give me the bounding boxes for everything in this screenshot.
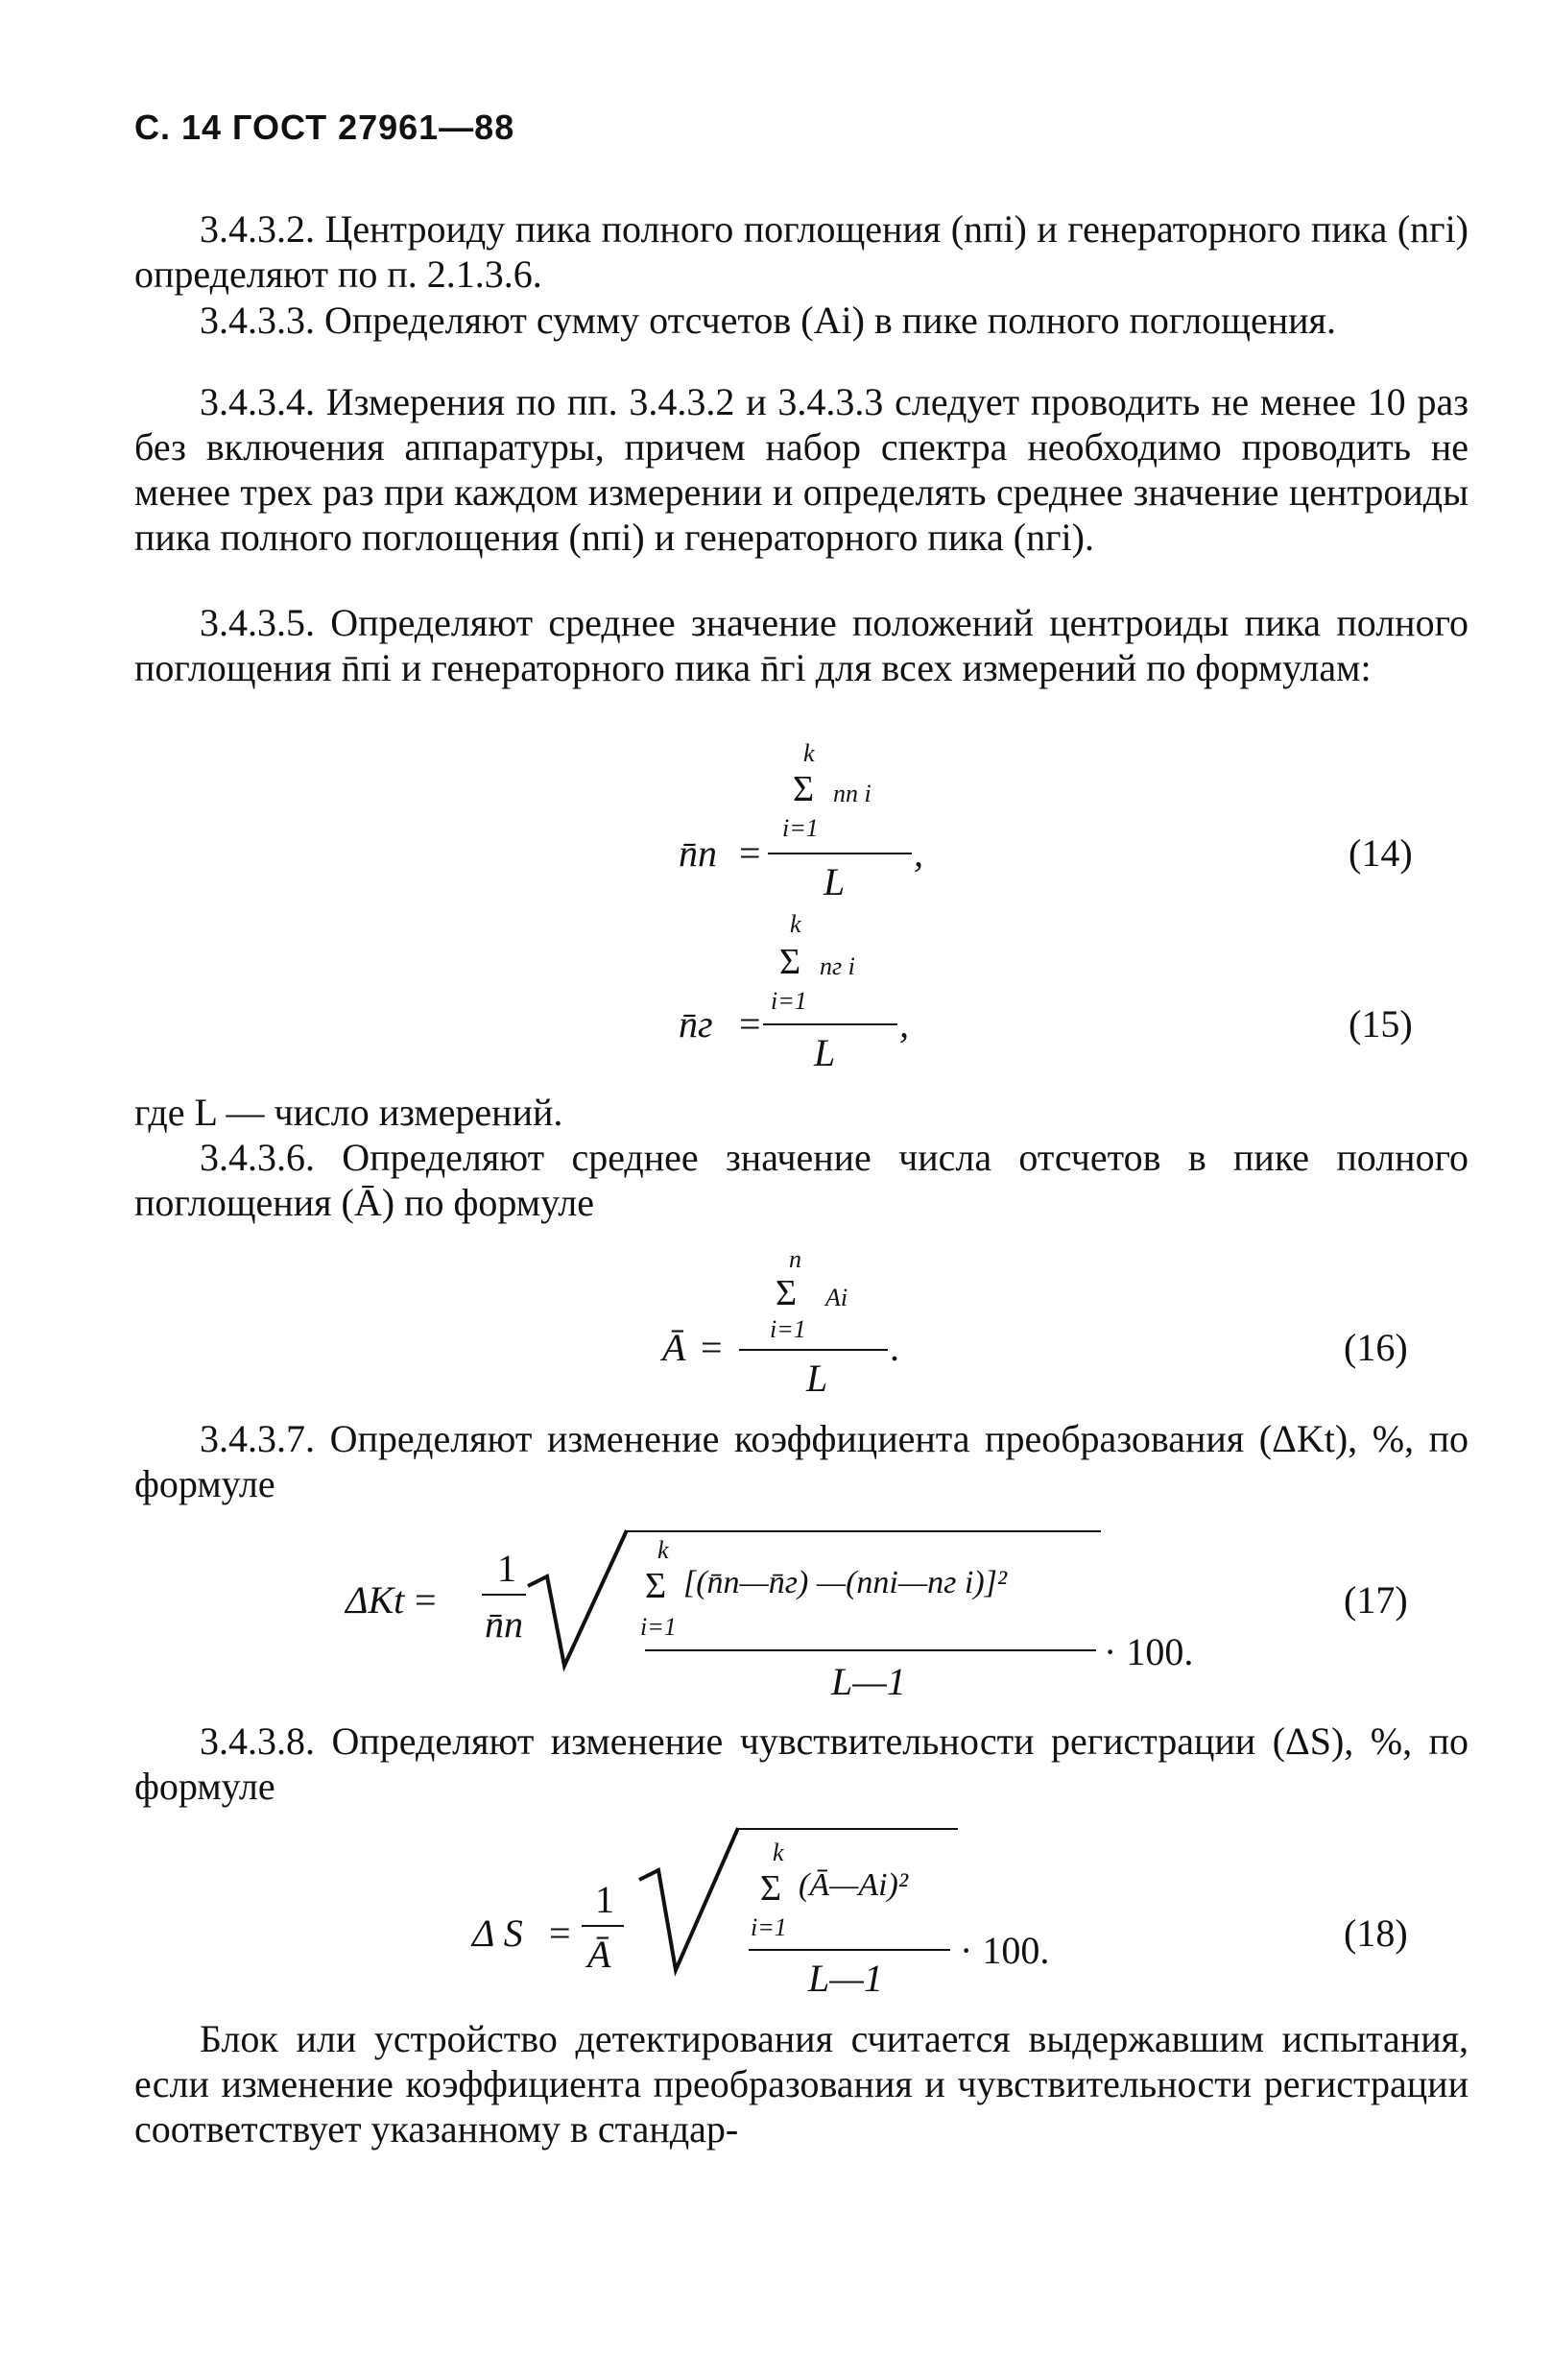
paragraph-3-4-3-7: 3.4.3.7. Определяют изменение коэффициента преобразования (ΔKt), %, по формуле bbox=[134, 1417, 1468, 1505]
formula-16-upper: n bbox=[789, 1245, 801, 1273]
formula-14-lower: i=1 bbox=[782, 814, 819, 842]
formula-14-fraction-bar bbox=[768, 853, 912, 854]
formula-17-sigma: Σ bbox=[645, 1566, 667, 1606]
formula-17-lhs: ΔKt bbox=[346, 1578, 405, 1622]
document-page: С. 14 ГОСТ 27961—88 3.4.3.2. Центроиду пика полного поглощения (nпi) и генераторного пика (nгi) определяют по п. 2.1.3.6. 3.4.3.3. Определяют сумму отсчетов (Ai) в пике полного поглощения. 3.4.3.4. Измерения по пп. 3.4.3.2 и 3.4.3.3 следует проводить не менее 10 раз без включения аппаратуры, причем набор спектра необходимо проводить не менее трех раз при каждом измерении и определять среднее значение центроиды пика полного поглощения (nпi) и генераторного пика (nгi). 3.4.3.5. Определяют среднее значение положений центроиды пика полного поглощения n̄пi и генераторного пика n̄гi для всех измерений по формулам: n̄п = k Σ nп i i=1 L , (14) n̄г = k Σ nг i i=1 L , (15) где L — число измерений. 3.4.3.6. Определяют среднее значение числа отсчетов в пике полного поглощения (Ā) по формуле Ā = n Σ Ai i=1 L . (16) 3.4.3.7. Определяют изменение коэффициента преобразования (ΔKt), %, по формуле ΔKt = 1 n̄п k Σ [(n̄п—n̄г) —(nпi—nг i)]² i=1 L—1 · 100. (17) 3.4.3.8. Определяют изменение чувствительности регистрации (ΔS), %, по формуле Δ S = 1 Ā k Σ (Ā—Ai)² i=1 L—1 · 100. (18) Блок или устройство детектирования считается выдержавшим испытания, если изменение коэффициента преобразования и чувствительности регистрации соответствует указанному в стандар- bbox=[134, 108, 1468, 2151]
formula-15-sigma: Σ bbox=[779, 942, 801, 982]
formula-14-term: nп i bbox=[833, 780, 872, 807]
formula-15-fraction-bar bbox=[763, 1023, 897, 1025]
paragraph-3-4-3-5: 3.4.3.5. Определяют среднее значение положений центроиды пика полного поглощения n̄пi и генераторного пика n̄гi для всех измерений по формулам: bbox=[134, 601, 1468, 689]
formula-17-term: [(n̄п—n̄г) —(nпi—nг i)]² bbox=[683, 1565, 1008, 1600]
formula-18-denominator: L—1 bbox=[808, 1957, 883, 2000]
formula-17-upper: k bbox=[657, 1536, 669, 1564]
radical-sign-17 bbox=[526, 1527, 632, 1680]
formula-18-radical-bar bbox=[737, 1828, 958, 1830]
formula-16-term: Ai bbox=[825, 1284, 848, 1311]
formula-15-lower: i=1 bbox=[771, 987, 807, 1015]
paragraph-where-l: где L — число измерений. bbox=[134, 1091, 563, 1134]
formula-14-denominator: L bbox=[824, 860, 846, 903]
formula-17-radical-bar bbox=[626, 1530, 1101, 1532]
paragraph-3-4-3-2: 3.4.3.2. Центроиду пика полного поглощения (nпi) и генераторного пика (nгi) определяют по п. 2.1.3.6. bbox=[134, 207, 1468, 296]
formula-14-number: (14) bbox=[1349, 831, 1413, 875]
formula-16-number: (16) bbox=[1344, 1326, 1408, 1369]
formula-16-lower: i=1 bbox=[770, 1315, 806, 1343]
formula-18-tail: · 100. bbox=[960, 1929, 1050, 1972]
paragraph-3-4-3-8: 3.4.3.8. Определяют изменение чувствительности регистрации (ΔS), %, по формуле bbox=[134, 1719, 1468, 1808]
formula-16-fraction-bar bbox=[739, 1349, 888, 1351]
formula-17-number: (17) bbox=[1344, 1578, 1408, 1622]
formula-17-coef-bar bbox=[482, 1594, 526, 1596]
formula-17-coef-denominator: n̄п bbox=[485, 1602, 523, 1646]
formula-16-lhs: Ā bbox=[662, 1326, 686, 1369]
formula-18-term: (Ā—Ai)² bbox=[799, 1867, 909, 1903]
formula-18-sigma: Σ bbox=[760, 1868, 782, 1909]
formula-15-upper: k bbox=[790, 910, 801, 938]
formula-15-lhs: n̄г bbox=[679, 1002, 713, 1046]
formula-17-denominator: L—1 bbox=[831, 1660, 906, 1703]
formula-18-lhs: Δ S bbox=[472, 1911, 523, 1955]
paragraph-3-4-3-4: 3.4.3.4. Измерения по пп. 3.4.3.2 и 3.4.3.3 следует проводить не менее 10 раз без включения аппаратуры, причем набор спектра необходимо проводить не менее трех раз при каждом измерении и определять среднее значение центроиды пика полного поглощения (nпi) и генераторного пика (nгi). bbox=[134, 380, 1468, 559]
formula-15-denominator: L bbox=[814, 1031, 836, 1074]
formula-17-coef-numerator: 1 bbox=[497, 1547, 516, 1590]
formula-17-fraction-bar bbox=[645, 1649, 1096, 1651]
formula-18-lower: i=1 bbox=[751, 1913, 787, 1941]
formula-14-upper: k bbox=[803, 739, 815, 767]
radical-sign-18 bbox=[637, 1824, 743, 1978]
paragraph-3-4-3-3: 3.4.3.3. Определяют сумму отсчетов (Ai) в пике полного поглощения. bbox=[200, 299, 1336, 342]
formula-17-lower: i=1 bbox=[640, 1613, 677, 1641]
formula-16-sigma: Σ bbox=[776, 1273, 798, 1313]
formula-18-coef-numerator: 1 bbox=[595, 1878, 614, 1921]
formula-17-tail: · 100. bbox=[1104, 1630, 1194, 1673]
page-header: С. 14 ГОСТ 27961—88 bbox=[134, 108, 515, 147]
formula-14-lhs: n̄п bbox=[679, 831, 717, 875]
formula-15-term: nг i bbox=[820, 952, 855, 980]
paragraph-conclusion: Блок или устройство детектирования считается выдержавшим испытания, если изменение коэффициента преобразования и чувствительности регистрации соответствует указанному в стандар- bbox=[134, 2017, 1468, 2151]
formula-16-denominator: L bbox=[806, 1357, 828, 1400]
formula-18-number: (18) bbox=[1344, 1911, 1408, 1955]
paragraph-3-4-3-6: 3.4.3.6. Определяют среднее значение числа отсчетов в пике полного поглощения (Ā) по формуле bbox=[134, 1136, 1468, 1224]
formula-15-number: (15) bbox=[1349, 1002, 1413, 1046]
formula-18-fraction-bar bbox=[749, 1949, 950, 1951]
formula-18-coef-bar bbox=[582, 1925, 624, 1927]
formula-18-coef-denominator: Ā bbox=[587, 1933, 611, 1976]
formula-18-upper: k bbox=[773, 1839, 784, 1866]
formula-14-sigma: Σ bbox=[793, 769, 815, 809]
